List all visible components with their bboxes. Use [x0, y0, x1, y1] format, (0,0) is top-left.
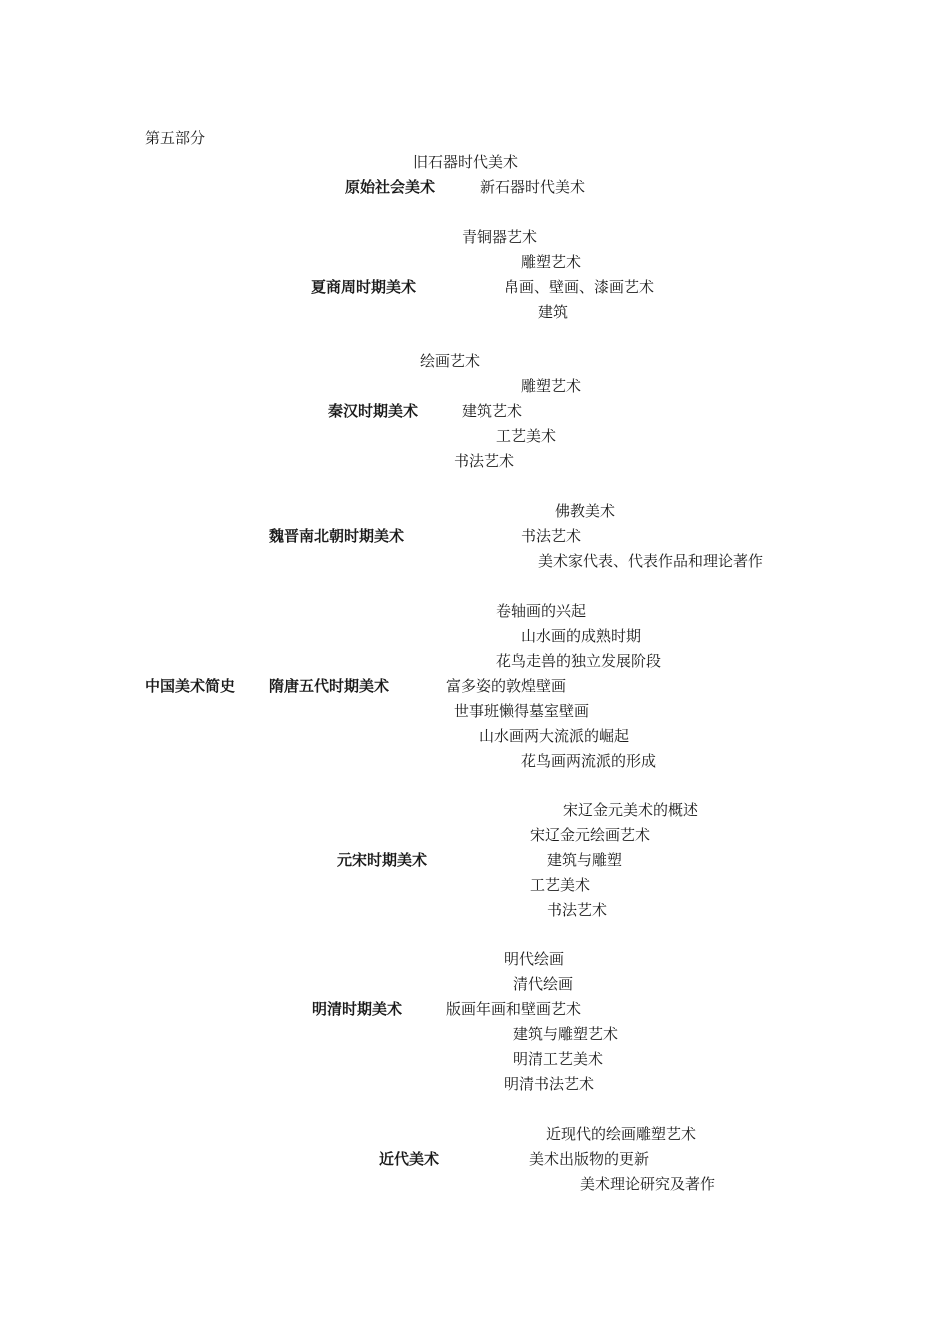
- period-item: 雕塑艺术: [521, 377, 582, 395]
- root-title: 中国美术简史: [145, 677, 236, 695]
- period-item: 建筑: [538, 303, 569, 321]
- period-title: 元宋时期美术: [337, 851, 428, 869]
- period-title: 隋唐五代时期美术: [269, 677, 390, 695]
- period-title: 近代美术: [379, 1150, 440, 1168]
- period-title: 夏商周时期美术: [311, 278, 417, 296]
- period-item: 绘画艺术: [420, 352, 481, 370]
- period-item: 花鸟走兽的独立发展阶段: [496, 652, 662, 670]
- period-item: 帛画、壁画、漆画艺术: [504, 278, 655, 296]
- period-item: 明代绘画: [504, 950, 565, 968]
- period-item: 书法艺术: [521, 527, 582, 545]
- period-item: 工艺美术: [530, 876, 591, 894]
- period-item: 佛教美术: [555, 502, 616, 520]
- period-item: 清代绘画: [513, 975, 574, 993]
- period-item: 美术家代表、代表作品和理论著作: [538, 552, 764, 570]
- period-title: 魏晋南北朝时期美术: [269, 527, 405, 545]
- period-item: 工艺美术: [496, 427, 557, 445]
- period-item: 美术出版物的更新: [529, 1150, 650, 1168]
- period-item: 雕塑艺术: [521, 253, 582, 271]
- period-item: 版画年画和壁画艺术: [446, 1000, 582, 1018]
- period-item: 近现代的绘画雕塑艺术: [546, 1125, 697, 1143]
- period-item: 富多姿的敦煌壁画: [446, 677, 567, 695]
- period-item: 书法艺术: [547, 901, 608, 919]
- period-item: 美术理论研究及著作: [580, 1175, 716, 1193]
- period-item: 书法艺术: [454, 452, 515, 470]
- period-item: 建筑艺术: [462, 402, 523, 420]
- section-label: 第五部分: [145, 129, 206, 147]
- period-item: 山水画两大流派的崛起: [479, 727, 630, 745]
- period-item: 明清工艺美术: [513, 1050, 604, 1068]
- period-title: 秦汉时期美术: [328, 402, 419, 420]
- period-item: 花鸟画两流派的形成: [521, 752, 657, 770]
- period-item: 旧石器时代美术: [413, 153, 519, 171]
- period-item: 建筑与雕塑艺术: [513, 1025, 619, 1043]
- period-item: 山水画的成熟时期: [521, 627, 642, 645]
- period-item: 宋辽金元美术的概述: [563, 801, 699, 819]
- period-title: 明清时期美术: [312, 1000, 403, 1018]
- period-item: 宋辽金元绘画艺术: [530, 826, 651, 844]
- period-item: 新石器时代美术: [480, 178, 586, 196]
- period-item: 青铜器艺术: [462, 228, 538, 246]
- period-item: 卷轴画的兴起: [496, 602, 587, 620]
- period-item: 世事班懒得墓室壁画: [454, 702, 590, 720]
- period-title: 原始社会美术: [345, 178, 436, 196]
- period-item: 建筑与雕塑: [547, 851, 623, 869]
- period-item: 明清书法艺术: [504, 1075, 595, 1093]
